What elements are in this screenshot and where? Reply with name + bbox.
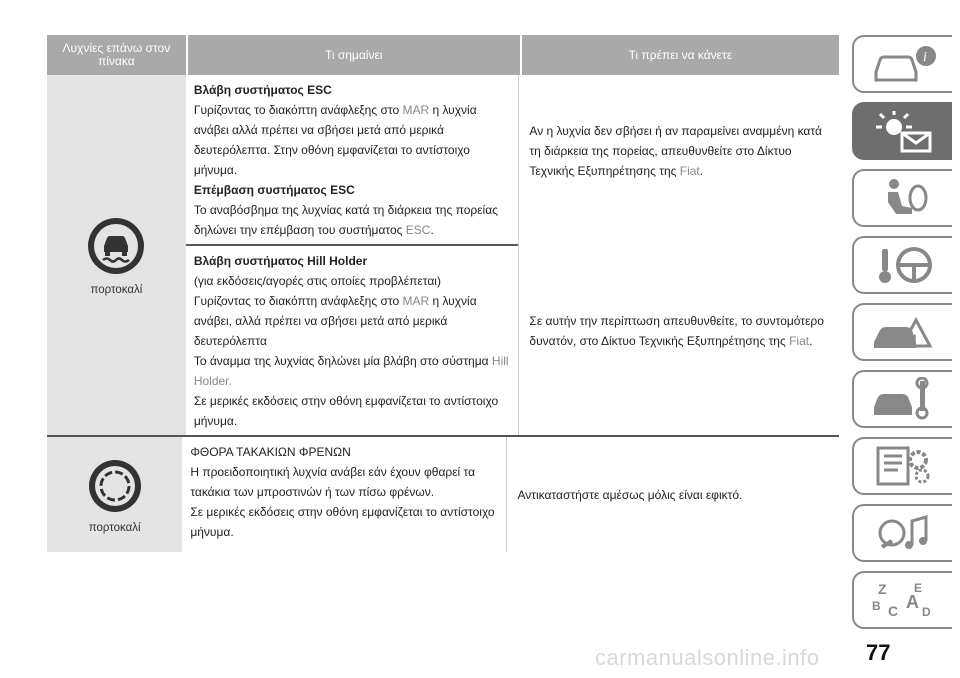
chapter-tabs [852, 35, 952, 638]
page-number: 77 [866, 640, 891, 665]
fiat-label: Fiat [679, 163, 700, 178]
warning-lights-table [47, 35, 839, 552]
multimedia-icon[interactable] [852, 504, 952, 562]
brake-pad-title: ΦΘΟΡΑ ΤΑΚΑΚΙΩΝ ΦΡΕΝΩΝ [190, 445, 351, 459]
table-header [47, 35, 839, 75]
meaning-cell [186, 75, 520, 435]
lamp-color-label: πορτοκαλί [88, 521, 141, 534]
table-row [47, 75, 839, 437]
text: Σε μερικές εκδόσεις στην οθόνη εμφανίζεται το αντίστοιχο μήνυμα. [193, 394, 499, 428]
text: . [809, 333, 813, 348]
text: Σε μερικές εκδόσεις στην οθόνη εμφανίζεται το αντίστοιχο μήνυμα. [190, 505, 495, 539]
esc-label: ESC [405, 223, 431, 237]
svg-text:D: D [922, 605, 931, 619]
fiat-label: Fiat [789, 333, 810, 348]
hill-holder-action-text [519, 226, 839, 435]
hill-holder-label: Hill Holder. [193, 354, 509, 388]
header-lights: Λυχνίες επάνω στον πίνακα [47, 35, 188, 75]
text: . [699, 163, 704, 178]
svg-text:!: ! [913, 332, 917, 346]
action-cell [519, 75, 839, 435]
hill-holder-title: Βλάβη συστήματος Hill Holder [193, 254, 368, 268]
esc-intervention-title: Επέμβαση συστήματος ESC [193, 183, 355, 197]
brake-pad-action-text [507, 437, 839, 552]
esc-fault-text [186, 75, 519, 244]
svg-text:A: A [906, 592, 919, 612]
table-row [47, 437, 839, 552]
text: Το άναμμα της λυχνίας δηλώνει μία βλάβη στο σύστημα [193, 354, 492, 368]
index-letters-icon[interactable] [852, 571, 952, 629]
lamp-cell [47, 437, 182, 552]
esc-skid-icon [84, 214, 148, 278]
breakdown-car-icon[interactable] [852, 303, 952, 361]
text: Το αναβόσβημα της λυχνίας κατά τη διάρκεια της πορείας δηλώνει την επέμβαση του συστήματος [193, 203, 498, 237]
text: Αντικαταστήστε αμέσως μόλις είναι εφικτό. [517, 487, 743, 502]
svg-text:B: B [872, 599, 881, 613]
text: Σε αυτήν την περίπτωση απευθυνθείτε, το συντομότερο δυνατόν, στο Δίκτυο Τεχνικής Εξυπηρέτησης της [529, 313, 824, 348]
lamp-cell [47, 75, 186, 435]
svg-text:C: C [888, 603, 899, 619]
watermark: carmanualsonline.info [595, 645, 820, 670]
airbag-safety-icon[interactable] [852, 169, 952, 227]
svg-text:Z: Z [878, 581, 887, 597]
hill-holder-text [186, 244, 519, 435]
text: (για εκδόσεις/αγορές στις οποίες προβλέπεται) [193, 274, 441, 288]
text: Γυρίζοντας το διακόπτη ανάφλεξης στο [193, 103, 403, 117]
mar-label: MAR [402, 294, 430, 308]
text: Αν η λυχνία δεν σβήσει ή αν παραμείνει αναμμένη κατά τη διάρκεια της πορείας, απευθυνθείτε στο Δίκτυο Τεχνικής Εξυπηρέτησης της [529, 123, 822, 178]
svg-text:E: E [914, 581, 923, 595]
header-action: Τι πρέπει να κάνετε [628, 47, 733, 62]
text: Γυρίζοντας το διακόπτη ανάφλεξης στο [193, 294, 403, 308]
brake-pad-wear-icon [85, 456, 145, 516]
car-info-icon[interactable] [852, 35, 952, 93]
esc-fault-title: Βλάβη συστήματος ESC [193, 83, 332, 97]
text: η λυχνία ανάβει αλλά πρέπει να σβήσει μετά από μερικά δευτερόλεπτα. Στην οθόνη εμφανίζεται το αντίστοιχο μήνυμα. [193, 103, 477, 177]
lamp-color-label: πορτοκαλί [90, 284, 143, 296]
brake-pad-text [182, 437, 506, 546]
mar-label: MAR [402, 103, 430, 117]
service-tools-icon[interactable] [852, 370, 952, 428]
meaning-cell [182, 437, 507, 552]
text: η λυχνία ανάβει, αλλά πρέπει να σβήσει μετά από μερικά δευτερόλεπτα [193, 294, 477, 348]
steering-wheel-key-icon[interactable] [852, 236, 952, 294]
esc-action-text [519, 75, 839, 226]
header-meaning: Τι σημαίνει [188, 35, 522, 75]
text: . [430, 223, 434, 237]
svg-text:i: i [923, 50, 927, 65]
warning-light-message-icon[interactable] [852, 102, 952, 160]
text: Η προειδοποιητική λυχνία ανάβει εάν έχουν φθαρεί τα τακάκια των μπροστινών ή των πίσω φρένων. [190, 465, 476, 499]
maintenance-gear-icon[interactable] [852, 437, 952, 495]
